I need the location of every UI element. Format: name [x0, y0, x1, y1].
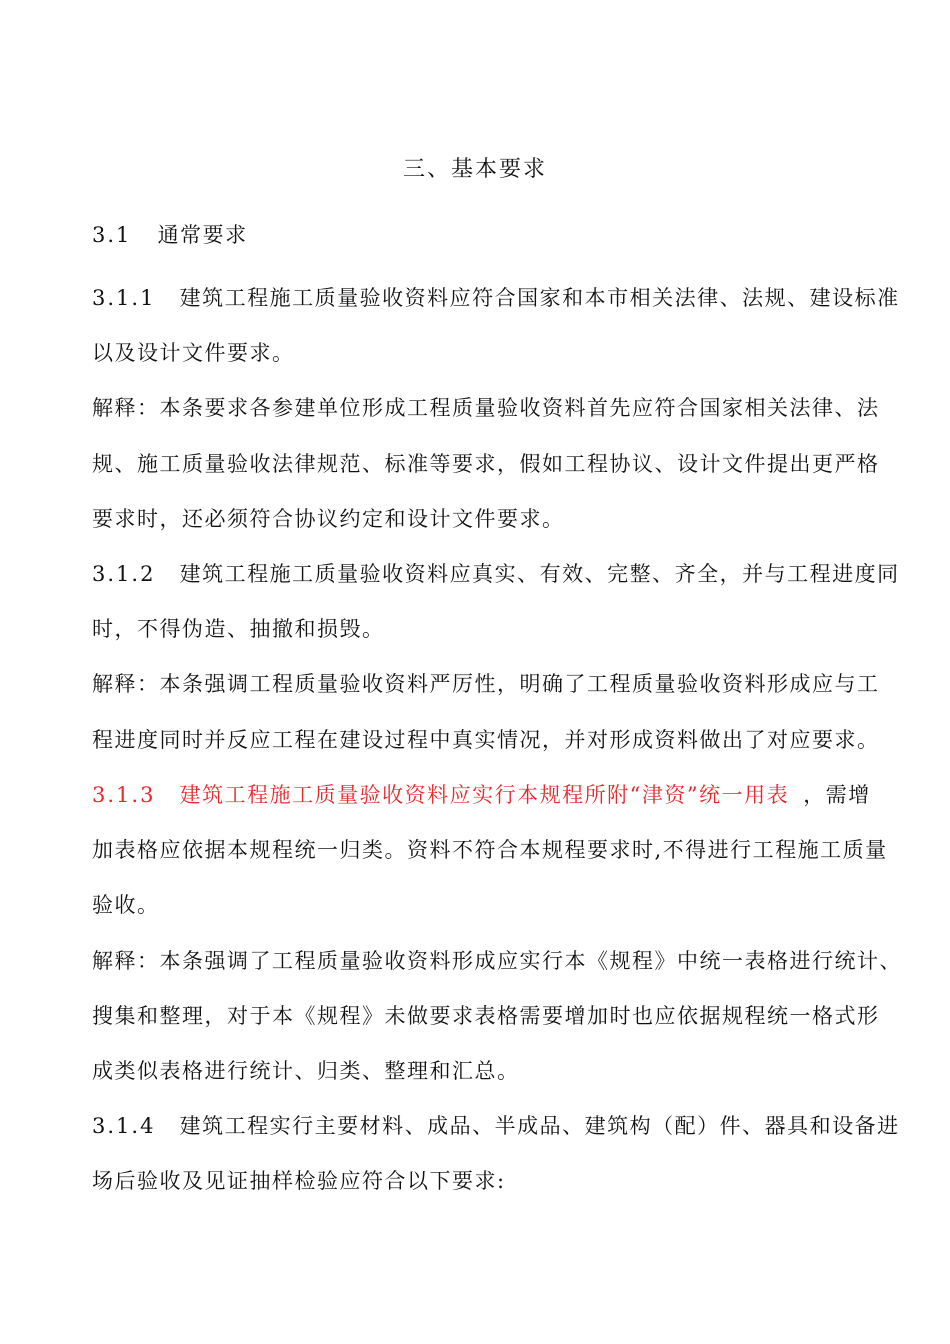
explanation-3-1-3-line-2: 搜集和整理，对于本《规程》未做要求表格需要增加时也应依据规程统一格式形 — [92, 1004, 880, 1028]
section-title: 通常要求 — [157, 223, 248, 247]
section-number: 3.1 — [92, 223, 132, 247]
clause-3-1-2-line-2: 时，不得伪造、抽撤和损毁。 — [92, 617, 385, 641]
explanation-3-1-2-line-2: 程进度同时并反应工程在建设过程中真实情况，并对形成资料做出了对应要求。 — [92, 728, 880, 752]
clause-3-1-4-line-2: 场后验收及见证抽样检验应符合以下要求: — [92, 1169, 506, 1193]
clause-3-1-2-line-1 — [92, 559, 900, 589]
clause-3-1-3-line-2: 加表格应依据本规程统一归类。资料不符合本规程要求时,不得进行工程施工质量 — [92, 838, 888, 862]
clause-3-1-1-line-1 — [92, 283, 900, 313]
section-heading: 三、基本要求 — [402, 157, 547, 182]
clause-number: 3.1.2 — [92, 562, 156, 586]
clause-3-1-4-line-1 — [92, 1111, 900, 1141]
explanation-3-1-1-line-1: 解释：本条要求各参建单位形成工程质量验收资料首先应符合国家相关法律、法 — [92, 396, 880, 420]
clause-text: ，需增 — [803, 783, 871, 807]
clause-3-1-1-line-2: 以及设计文件要求。 — [92, 341, 295, 365]
clause-text: 建筑工程施工质量验收资料应符合国家和本市相关法律、法规、建设标准 — [179, 286, 900, 310]
explanation-3-1-2-line-1: 解释：本条强调工程质量验收资料严厉性，明确了工程质量验收资料形成应与工 — [92, 672, 880, 696]
explanation-3-1-1-line-2: 规、施工质量验收法律规范、标准等要求，假如工程协议、设计文件提出更严格 — [92, 452, 880, 476]
highlighted-clause-text: 建筑工程施工质量验收资料应实行本规程所附“津资”统一用表 — [179, 783, 790, 807]
explanation-3-1-1-line-3: 要求时，还必须符合协议约定和设计文件要求。 — [92, 507, 565, 531]
explanation-3-1-3-line-1: 解释：本条强调了工程质量验收资料形成应实行本《规程》中统一表格进行统计、 — [92, 949, 902, 973]
section-3-1-title — [92, 220, 892, 250]
clause-number: 3.1.1 — [92, 286, 156, 310]
clause-3-1-3-line-3: 验收。 — [92, 893, 160, 917]
clause-3-1-3-line-1 — [92, 780, 892, 810]
clause-number: 3.1.4 — [92, 1114, 156, 1138]
explanation-3-1-3-line-3: 成类似表格进行统计、归类、整理和汇总。 — [92, 1059, 520, 1083]
clause-number: 3.1.3 — [92, 783, 156, 807]
clause-text: 建筑工程实行主要材料、成品、半成品、建筑构（配）件、器具和设备进 — [179, 1114, 900, 1138]
clause-text: 建筑工程施工质量验收资料应真实、有效、完整、齐全，并与工程进度同 — [179, 562, 900, 586]
